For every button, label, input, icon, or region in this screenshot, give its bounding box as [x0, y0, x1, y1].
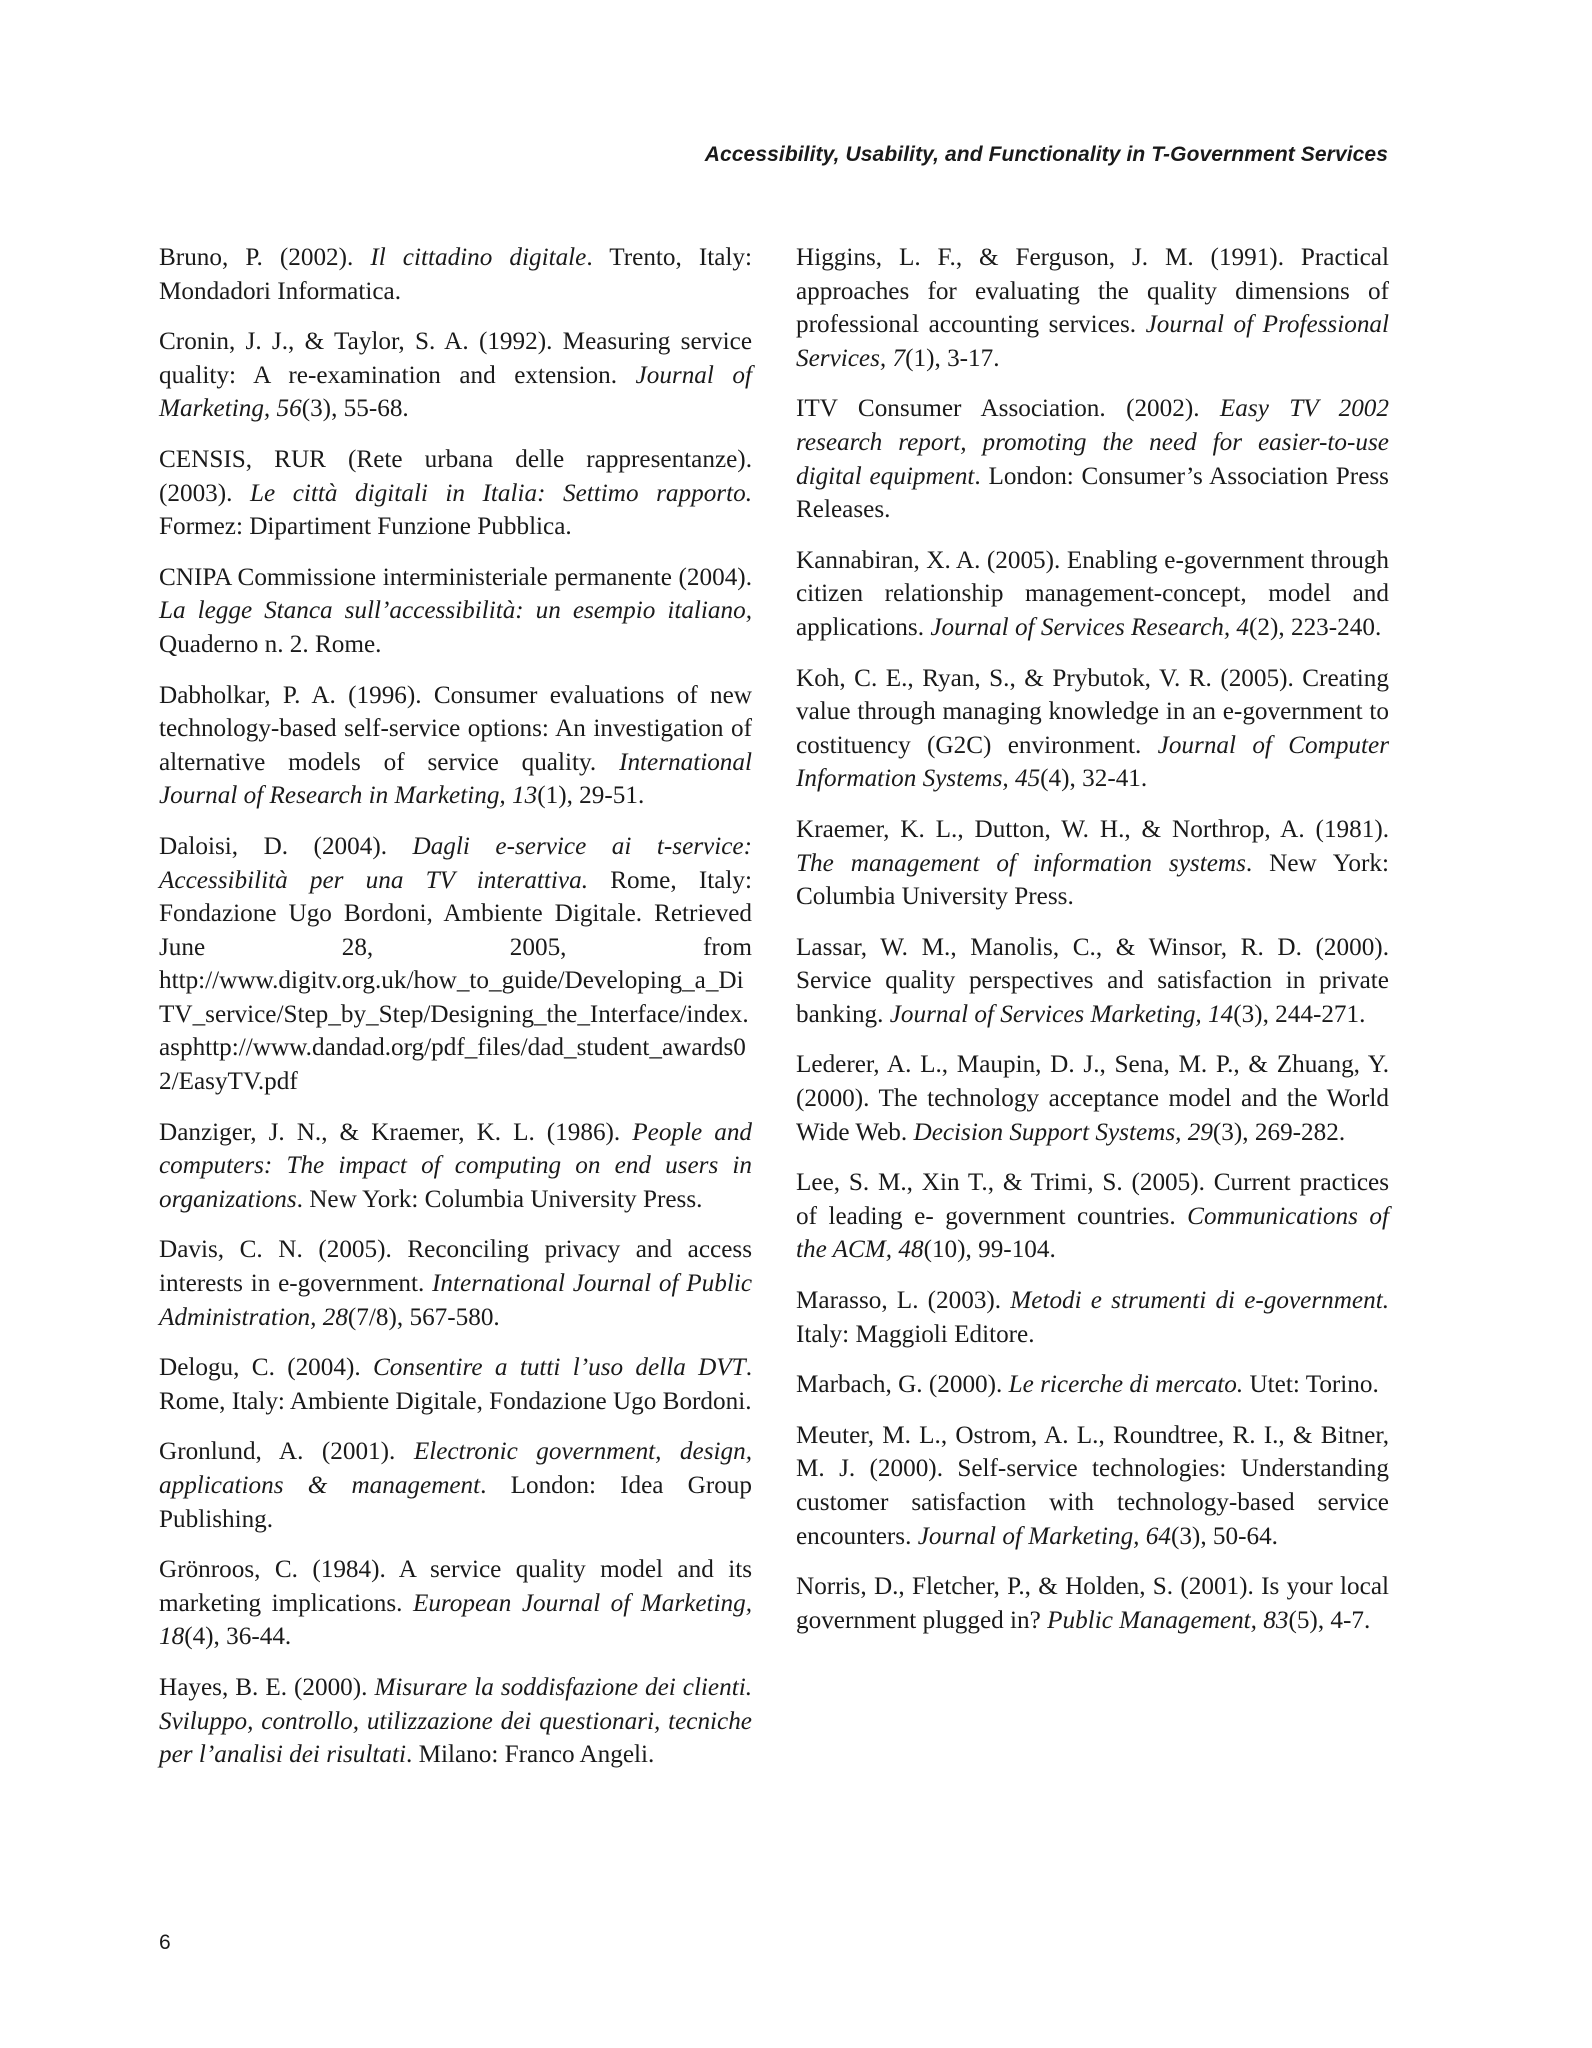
reference-entry [159, 1116, 752, 1217]
ref-volume: 45 [1014, 765, 1041, 793]
ref-title: Electronic government, design, applications & management [159, 1438, 752, 1499]
reference-entry [159, 830, 752, 1099]
ref-details: . Rome, Italy: Ambiente Digitale, Fondazione Ugo Bordoni. [159, 1354, 752, 1415]
ref-details: Utet: Torino. [1243, 1371, 1379, 1399]
ref-details: . Trento, Italy: Mondadori Informatica. [159, 244, 752, 305]
ref-title: Journal of Computer Information Systems, [796, 731, 1390, 793]
ref-text: Dabholkar, P. A. (1996). Consumer evaluations of new technology-based self-service options: An investigation of alternative models of service quality. [159, 681, 752, 776]
reference-entry [796, 1570, 1389, 1637]
reference-entry [796, 1048, 1389, 1149]
ref-details: Formez: Dipartiment Funzione Pubblica. [159, 513, 572, 541]
ref-details: . New York: Columbia University Press. [796, 849, 1389, 911]
ref-text: CENSIS, RUR (Rete urbana delle rappresentanze). (2003). [159, 445, 752, 507]
ref-title: Consentire a tutti l’uso della DVT [372, 1354, 746, 1382]
ref-title: The management of information systems [796, 849, 1246, 877]
ref-text: Lederer, A. L., Maupin, D. J., Sena, M. P., & Zhuang, Y. (2000). The technology acceptance model and the World Wide Web. [796, 1051, 1389, 1146]
references-column-right [796, 241, 1389, 1654]
reference-entry [159, 325, 752, 426]
ref-details: (10), 99-104. [923, 1236, 1056, 1264]
reference-entry [796, 544, 1389, 645]
ref-details: . London: Idea Group Publishing. [159, 1472, 752, 1533]
ref-text: Danziger, J. N., & Kraemer, K. L. (1986). [159, 1118, 633, 1146]
ref-volume: 29 [1187, 1118, 1213, 1146]
reference-entry [159, 1233, 752, 1334]
reference-entry [159, 679, 752, 813]
reference-entry [796, 1368, 1389, 1402]
ref-title: Communications of the ACM, [796, 1202, 1389, 1264]
reference-entry [796, 392, 1389, 526]
ref-title: Journal of Marketing, [917, 1522, 1146, 1550]
ref-text: Higgins, L. F., & Ferguson, J. M. (1991). Practical approaches for evaluating the quality dimensions of professional accounting services. [796, 244, 1389, 339]
reference-entry [796, 931, 1389, 1032]
reference-entry [159, 443, 752, 544]
ref-title: Misurare la soddisfazione dei clienti. Sviluppo, controllo, utilizzazione dei questionari, tecniche per l’analisi dei risultati [159, 1673, 752, 1769]
ref-details: (3), 55-68. [301, 395, 409, 423]
reference-entry [159, 1435, 752, 1536]
reference-entry [159, 1553, 752, 1654]
reference-entry [159, 1671, 752, 1772]
ref-text: Bruno, P. (2002). [159, 244, 371, 271]
ref-title: European Journal of Marketing, [412, 1589, 752, 1617]
ref-volume: 56 [276, 395, 302, 423]
ref-details: (7/8), 567-580. [347, 1303, 500, 1331]
ref-text: Lassar, W. M., Manolis, C., & Winsor, R. D. (2000). Service quality perspectives and satisfaction in private banking. [796, 933, 1389, 1028]
ref-text: Cronin, J. J., & Taylor, S. A. (1992). Measuring service quality: A re-examination and extension. [159, 328, 752, 389]
ref-text: Meuter, M. L., Ostrom, A. L., Roundtree, R. I., & Bitner, M. J. (2000). Self-service technologies: Understanding customer satisfaction with technology-based service encounters. [796, 1421, 1389, 1550]
ref-details: Italy: Maggioli Editore. [796, 1320, 1035, 1348]
ref-text: Norris, D., Fletcher, P., & Holden, S. (2001). Is your local government plugged in? [796, 1573, 1389, 1634]
ref-volume: 28 [322, 1303, 348, 1331]
reference-entry [796, 813, 1389, 914]
ref-text: Marbach, G. (2000). [796, 1371, 1009, 1399]
ref-details: (3), 269-282. [1212, 1118, 1346, 1146]
ref-text: Daloisi, D. (2004). [159, 832, 413, 860]
ref-details: . New York: Columbia University Press. [296, 1185, 703, 1213]
ref-title: La legge Stanca sull’accessibilità: un esempio italiano, [159, 597, 752, 625]
ref-title: Journal of Services Research, 4 [930, 613, 1250, 641]
reference-entry [159, 241, 752, 308]
ref-details: . Milano: Franco Angeli. [405, 1741, 655, 1769]
ref-text: Hayes, B. E. (2000). [159, 1673, 375, 1701]
references-column-left [159, 241, 752, 1789]
ref-details: (2), 223-240. [1249, 613, 1382, 641]
ref-title: Easy TV 2002 research report, promoting the need for easier-to-use digital equipment [796, 395, 1389, 490]
ref-volume: 48 [898, 1236, 924, 1264]
ref-text: Lee, S. M., Xin T., & Trimi, S. (2005). Current practices of leading e- government countries. [796, 1169, 1389, 1230]
ref-text: Koh, C. E., Ryan, S., & Prybutok, V. R. (2005). Creating value through managing knowledge in an e-government to costituency (G2C) environment. [796, 664, 1389, 759]
ref-title: Public Management, [1047, 1606, 1264, 1634]
ref-title: Le città digitali in Italia: Settimo rapporto. [250, 479, 752, 507]
ref-title: Il cittadino digitale [370, 244, 587, 271]
ref-details: (5), 4-7. [1288, 1606, 1371, 1634]
ref-text: ITV Consumer Association. (2002). [796, 395, 1220, 423]
ref-title: People and computers: The impact of computing on end users in organizations [159, 1118, 753, 1213]
ref-text: Kraemer, K. L., Dutton, W. H., & Northrop, A. (1981). [796, 815, 1389, 843]
ref-title: Journal of Professional Services, 7 [796, 311, 1390, 372]
ref-text: Grönroos, C. (1984). A service quality model and its marketing implications. [159, 1556, 752, 1617]
ref-details: (4), 32-41. [1040, 765, 1148, 793]
ref-details: Quaderno n. 2. Rome. [159, 630, 382, 658]
ref-title: Decision Support Systems, [913, 1118, 1188, 1146]
ref-text: Gronlund, A. (2001). [159, 1438, 414, 1466]
ref-title: Journal of Services Marketing, [889, 1000, 1209, 1028]
ref-details: . London: Consumer’s Association Press Releases. [796, 462, 1389, 524]
ref-volume: 83 [1263, 1606, 1289, 1634]
ref-details: Rome, Italy: Fondazione Ugo Bordoni, Ambiente Digitale. Retrieved June 28, 2005, from http://www.digitv.org.uk/how_to_guide/Developing_a_DiTV_service/Step_by_Step/Designing_the_Interface/index.asphttp://www.dandad.org/pdf_files/dad_student_awards02/EasyTV.pdf [159, 866, 752, 1096]
reference-entry [796, 1284, 1389, 1351]
ref-title: Journal of Marketing, [159, 361, 752, 423]
reference-entry [159, 1351, 752, 1418]
ref-volume: 13 [512, 782, 538, 810]
reference-entry [796, 662, 1389, 796]
ref-volume: 64 [1145, 1522, 1171, 1550]
ref-text: CNIPA Commissione interministeriale permanente (2004). [159, 563, 752, 591]
ref-title: Dagli e-service ai t-service: Accessibilità per una TV interattiva. [159, 832, 752, 894]
ref-volume: 18 [159, 1623, 185, 1651]
reference-entry [796, 1166, 1389, 1267]
ref-text: Kannabiran, X. A. (2005). Enabling e-government through citizen relationship management-concept, model and applications. [796, 546, 1389, 641]
ref-title: International Journal of Public Administration, [159, 1270, 753, 1331]
ref-details: (1), 3-17. [905, 344, 1000, 372]
ref-details: (3), 244-271. [1233, 1000, 1366, 1028]
reference-entry [159, 561, 752, 662]
ref-title: International Journal of Research in Marketing, [159, 748, 752, 810]
ref-title: Metodi e strumenti di e-government. [1010, 1287, 1389, 1315]
running-head: Accessibility, Usability, and Functionality in T-Government Services [704, 143, 1388, 166]
ref-details: (4), 36-44. [184, 1623, 292, 1651]
ref-volume: 14 [1208, 1000, 1234, 1028]
ref-title: Le ricerche di mercato. [1008, 1371, 1244, 1399]
ref-text: Davis, C. N. (2005). Reconciling privacy and access interests in e-government. [159, 1236, 752, 1298]
ref-details: (3), 50-64. [1170, 1522, 1278, 1550]
page-number: 6 [159, 1931, 171, 1954]
reference-entry [796, 241, 1389, 375]
ref-text: Delogu, C. (2004). [159, 1354, 373, 1382]
ref-text: Marasso, L. (2003). [796, 1287, 1011, 1315]
reference-entry [796, 1419, 1389, 1553]
ref-details: (1), 29-51. [537, 782, 645, 810]
